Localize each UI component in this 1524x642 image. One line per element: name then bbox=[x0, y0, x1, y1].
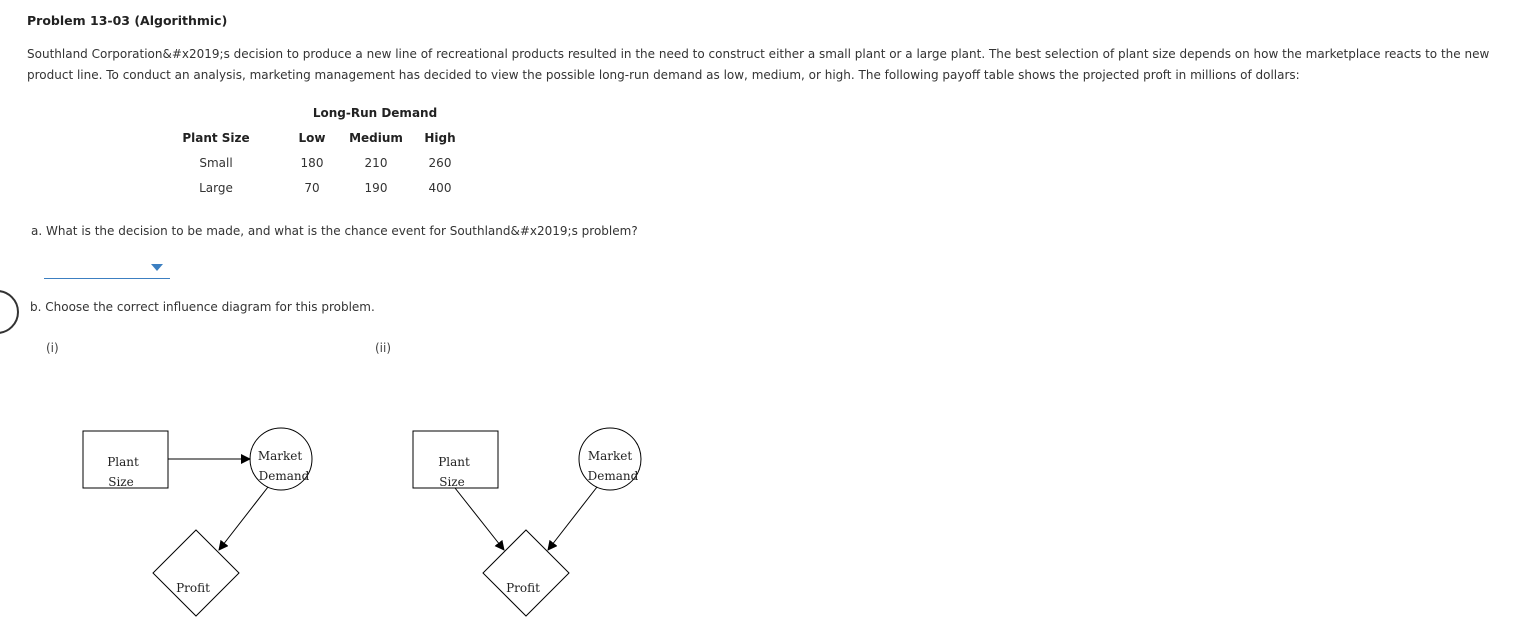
influence-diagram-i[interactable] bbox=[75, 420, 325, 625]
answer-a-dropdown[interactable] bbox=[44, 258, 170, 279]
row-label-large: Large bbox=[199, 181, 233, 195]
decision-node-label-2: Size bbox=[108, 475, 134, 489]
value-node-diamond bbox=[483, 530, 569, 616]
option-ii-label[interactable]: (ii) bbox=[375, 341, 392, 355]
dropdown-caret-icon bbox=[151, 264, 163, 271]
arrow-chance-to-value bbox=[219, 487, 268, 550]
decision-node-label-1: Plant bbox=[438, 455, 470, 469]
value-node-diamond bbox=[153, 530, 239, 616]
cell-large-medium: 190 bbox=[364, 181, 388, 195]
payoff-table bbox=[170, 104, 470, 204]
question-a-text: a. What is the decision to be made, and what is the chance event for Southland&#x2019;s problem? bbox=[31, 224, 638, 238]
cell-small-medium: 210 bbox=[364, 156, 388, 170]
col-header-low: Low bbox=[298, 131, 326, 145]
col-header-high: High bbox=[424, 131, 456, 145]
col-header-medium: Medium bbox=[349, 131, 403, 145]
chance-node-label-1: Market bbox=[257, 449, 303, 463]
option-i-label[interactable]: (i) bbox=[46, 341, 59, 355]
decision-node-label-1: Plant bbox=[107, 455, 139, 469]
cell-small-high: 260 bbox=[428, 156, 452, 170]
chance-node-label-2: Demand bbox=[258, 469, 310, 483]
row-label-small: Small bbox=[199, 156, 233, 170]
arrow-chance-to-value bbox=[548, 487, 597, 550]
value-node-label: Profit bbox=[506, 581, 540, 595]
side-circle-handle[interactable] bbox=[0, 290, 19, 334]
decision-node-label-2: Size bbox=[439, 475, 465, 489]
cell-large-low: 70 bbox=[304, 181, 320, 195]
problem-title: Problem 13-03 (Algorithmic) bbox=[27, 13, 228, 28]
group-header: Long-Run Demand bbox=[312, 106, 438, 120]
influence-diagram-ii[interactable] bbox=[405, 420, 655, 625]
problem-intro bbox=[27, 44, 1507, 86]
chance-node-label-2: Demand bbox=[587, 469, 639, 483]
question-b-text: b. Choose the correct influence diagram for this problem. bbox=[30, 300, 375, 314]
cell-large-high: 400 bbox=[428, 181, 452, 195]
intro-line-2: product line. To conduct an analysis, marketing management has decided to view the possible long-run demand as low, medium, or high. The following payoff table shows the projected proft in millions of dollars: bbox=[27, 68, 1300, 82]
intro-line-1: Southland Corporation&#x2019;s decision to produce a new line of recreational products resulted in the need to construct either a small plant or a large plant. The best selection of plant size depends on how the marketplace reacts to the new bbox=[27, 47, 1490, 61]
cell-small-low: 180 bbox=[300, 156, 324, 170]
chance-node-label-1: Market bbox=[587, 449, 633, 463]
value-node-label: Profit bbox=[176, 581, 210, 595]
row-header: Plant Size bbox=[182, 131, 250, 145]
arrow-decision-to-value bbox=[455, 488, 504, 550]
